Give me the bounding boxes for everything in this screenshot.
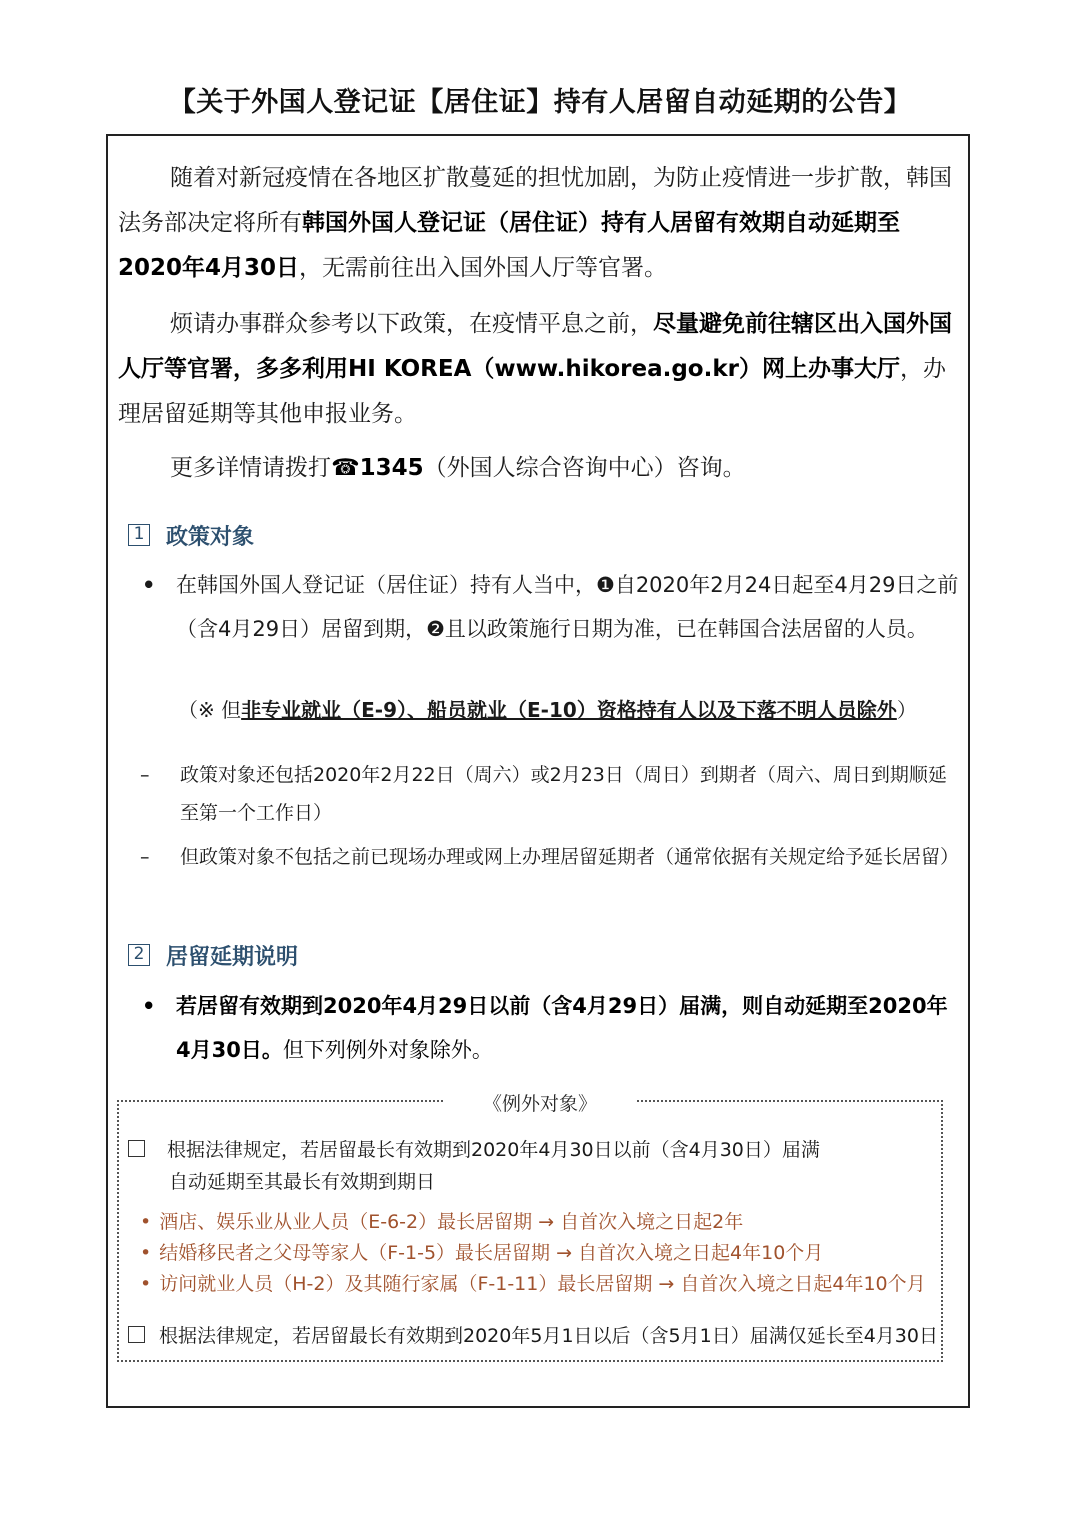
exceptions-title: 《例外对象》 (0, 1089, 1080, 1116)
section-2-number: 2 (128, 944, 150, 966)
policy-target-dash-1 (140, 756, 962, 832)
section-1-heading (128, 520, 254, 550)
section-1-title: 政策对象 (166, 524, 255, 550)
intro-paragraph-3 (118, 446, 962, 491)
exception-item-1 (128, 1134, 820, 1166)
exception-sub-2 (140, 1237, 823, 1269)
bullet-icon: • (140, 1211, 152, 1233)
bullet-icon: • (140, 1273, 152, 1295)
extension-bullet (140, 984, 962, 1072)
intro-p2-tail: ，办理居留延期等其他申报业务。 (118, 356, 946, 427)
exception-item-2 (128, 1320, 938, 1352)
page-title: 【关于外国人登记证【居住证】持有人居留自动延期的公告】 (168, 87, 912, 118)
exception-item-1-line2: 自动延期至其最长有效期到期日 (169, 1171, 436, 1193)
policy-target-dash-2-text: 但政策对象不包括之前已现场办理或网上办理居留延期者（通常依据有关规定给予延长居留） (180, 846, 960, 868)
exception-sub-2-text: 结婚移民者之父母等家人（F-1-5）最长居留期 → 自首次入境之日起4年10个月 (159, 1242, 824, 1264)
hotline-number: ☎1345 (331, 455, 424, 481)
checkbox-icon (128, 1326, 145, 1343)
exception-sub-3 (140, 1268, 926, 1300)
intro-p2-bold: 尽量避免前往辖区出入国外国人厅等官署，多多利用HI KOREA（www.hikorea.go.kr）网上办事大厅 (118, 311, 952, 382)
section-2-title: 居留延期说明 (166, 944, 299, 970)
bullet-icon: • (140, 1242, 152, 1264)
exception-sub-3-text: 访问就业人员（H-2）及其随行家属（F-1-11）最长居留期 → 自首次入境之日起4年10个月 (159, 1273, 926, 1295)
policy-target-dash-1-text: 政策对象还包括2020年2月22日（周六）或2月23日（周日）到期者（周六、周日到期顺延至第一个工作日） (180, 764, 947, 824)
policy-target-bullet (140, 563, 962, 651)
exception-sub-1 (140, 1206, 743, 1238)
intro-paragraph-2 (118, 302, 962, 437)
intro-p1-tail: ，无需前往出入国外国人厅等官署。 (299, 255, 668, 281)
extension-bullet-bold: 若居留有效期到2020年4月29日以前（含4月29日）届满，则自动延期至2020年4月30日。 (176, 994, 948, 1062)
dash-icon: – (140, 764, 150, 786)
section-1-number: 1 (128, 524, 150, 546)
bullet-icon: • (142, 573, 156, 597)
exclusion-note-close: ） (896, 698, 917, 722)
intro-p3-text: 更多详情请拨打 (170, 455, 331, 481)
intro-p1-bold: 韩国外国人登记证（居住证）持有人居留有效期自动延期至2020年4月30日 (118, 210, 900, 281)
checkbox-icon (128, 1140, 145, 1157)
bullet-icon: • (142, 994, 156, 1018)
intro-paragraph-1 (118, 156, 962, 291)
extension-bullet-normal: 但下列例外对象除外。 (282, 1038, 493, 1062)
exclusion-note-open: （※ 但 (178, 698, 242, 722)
exception-item-2-text: 根据法律规定，若居留最长有效期到2020年5月1日以后（含5月1日）届满仅延长至4月30日 (159, 1325, 938, 1347)
exception-item-1-line1: 根据法律规定，若居留最长有效期到2020年4月30日以前（含4月30日）届满 (167, 1139, 820, 1161)
exception-sub-1-text: 酒店、娱乐业从业人员（E-6-2）最长居留期 → 自首次入境之日起2年 (159, 1211, 744, 1233)
policy-target-dash-2 (140, 838, 962, 876)
section-2-heading (128, 940, 298, 970)
intro-p2-text: 烦请办事群众参考以下政策，在疫情平息之前， (170, 311, 653, 337)
intro-p1-text: 随着对新冠疫情在各地区扩散蔓延的担忧加剧，为防止疫情进一步扩散，韩国法务部决定将所有 (118, 165, 952, 236)
dash-icon: – (140, 846, 150, 868)
intro-p3-tail: （外国人综合咨询中心）咨询。 (423, 455, 746, 481)
policy-target-text: 在韩国外国人登记证（居住证）持有人当中，❶自2020年2月24日起至4月29日之前（含4月29日）居留到期，❷且以政策施行日期为准，已在韩国合法居留的人员。 (176, 573, 959, 641)
exclusion-note-underlined: 非专业就业（E-9）、船员就业（E-10）资格持有人以及下落不明人员除外 (241, 698, 897, 722)
exclusion-note (178, 694, 917, 723)
